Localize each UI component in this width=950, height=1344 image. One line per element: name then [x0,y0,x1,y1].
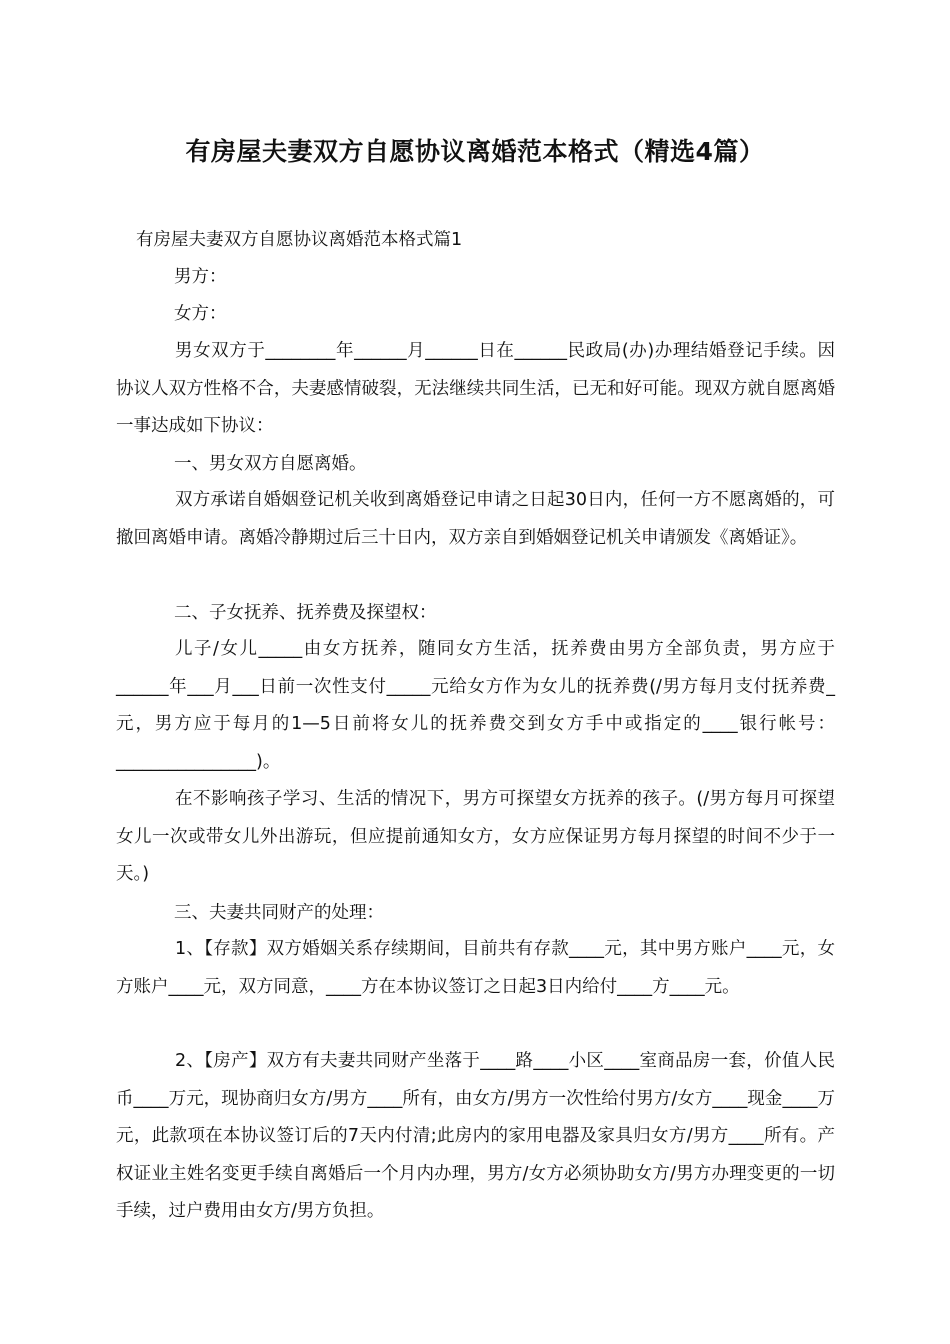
document-title: 有房屋夫妻双方自愿协议离婚范本格式（精选4篇） [185,137,765,166]
female-party-label: 女方： [174,304,227,324]
clause-2-text: 儿子/女儿_____由女方抚养，随同女方生活，抚养费由男方全部负责，男方应于______年___月___日前一次性支付_____元给女方作为女儿的抚养费(/男方每月支付抚养费_元，男方应于每月的1—5日前将女儿的抚养费交到女方手中或指定的____银行帐号：________________)。 [116,639,835,772]
male-party-label: 男方： [174,267,227,287]
clause-3-heading: 三、夫妻共同财产的处理： [174,903,384,923]
clause-1-heading: 一、男女双方自愿离婚。 [174,454,367,474]
clause-1-text: 双方承诺自婚姻登记机关收到离婚登记申请之日起30日内，任何一方不愿离婚的，可撤回离婚申请。离婚冷静期过后三十日内，双方亲自到婚姻登记机关申请颁发《离婚证》。 [116,490,835,548]
clause-2-visitation: 在不影响孩子学习、生活的情况下，男方可探望女方抚养的孩子。(/男方每月可探望女儿一次或带女儿外出游玩，但应提前通知女方，女方应保证男方每月探望的时间不少于一天。) [116,789,835,884]
marriage-registration-paragraph: 男女双方于________年______月______日在______民政局(办)办理结婚登记手续。因协议人双方性格不合，夫妻感情破裂，无法继续共同生活，已无和好可能。现双方就自愿离婚一事达成如下协议： [116,341,835,436]
section-heading: 有房屋夫妻双方自愿协议离婚范本格式篇1 [136,230,463,250]
clause-3-house: 2、【房产】双方有夫妻共同财产坐落于____路____小区____室商品房一套，价值人民币____万元，现协商归女方/男方____所有，由女方/男方一次性给付男方/女方____现金____万元，此款项在本协议签订后的7天内付清;此房内的家用电器及家具归女方/男方____所有。产权证业主姓名变更手续自离婚后一个月内办理，男方/女方必须协助女方/男方办理变更的一切手续，过户费用由女方/男方负担。 [116,1051,835,1221]
clause-2-heading: 二、子女抚养、抚养费及探望权： [174,603,437,623]
clause-3-deposit: 1、【存款】双方婚姻关系存续期间，目前共有存款____元，其中男方账户____元，女方账户____元，双方同意，____方在本协议签订之日起3日内给付____方____元。 [116,939,835,997]
